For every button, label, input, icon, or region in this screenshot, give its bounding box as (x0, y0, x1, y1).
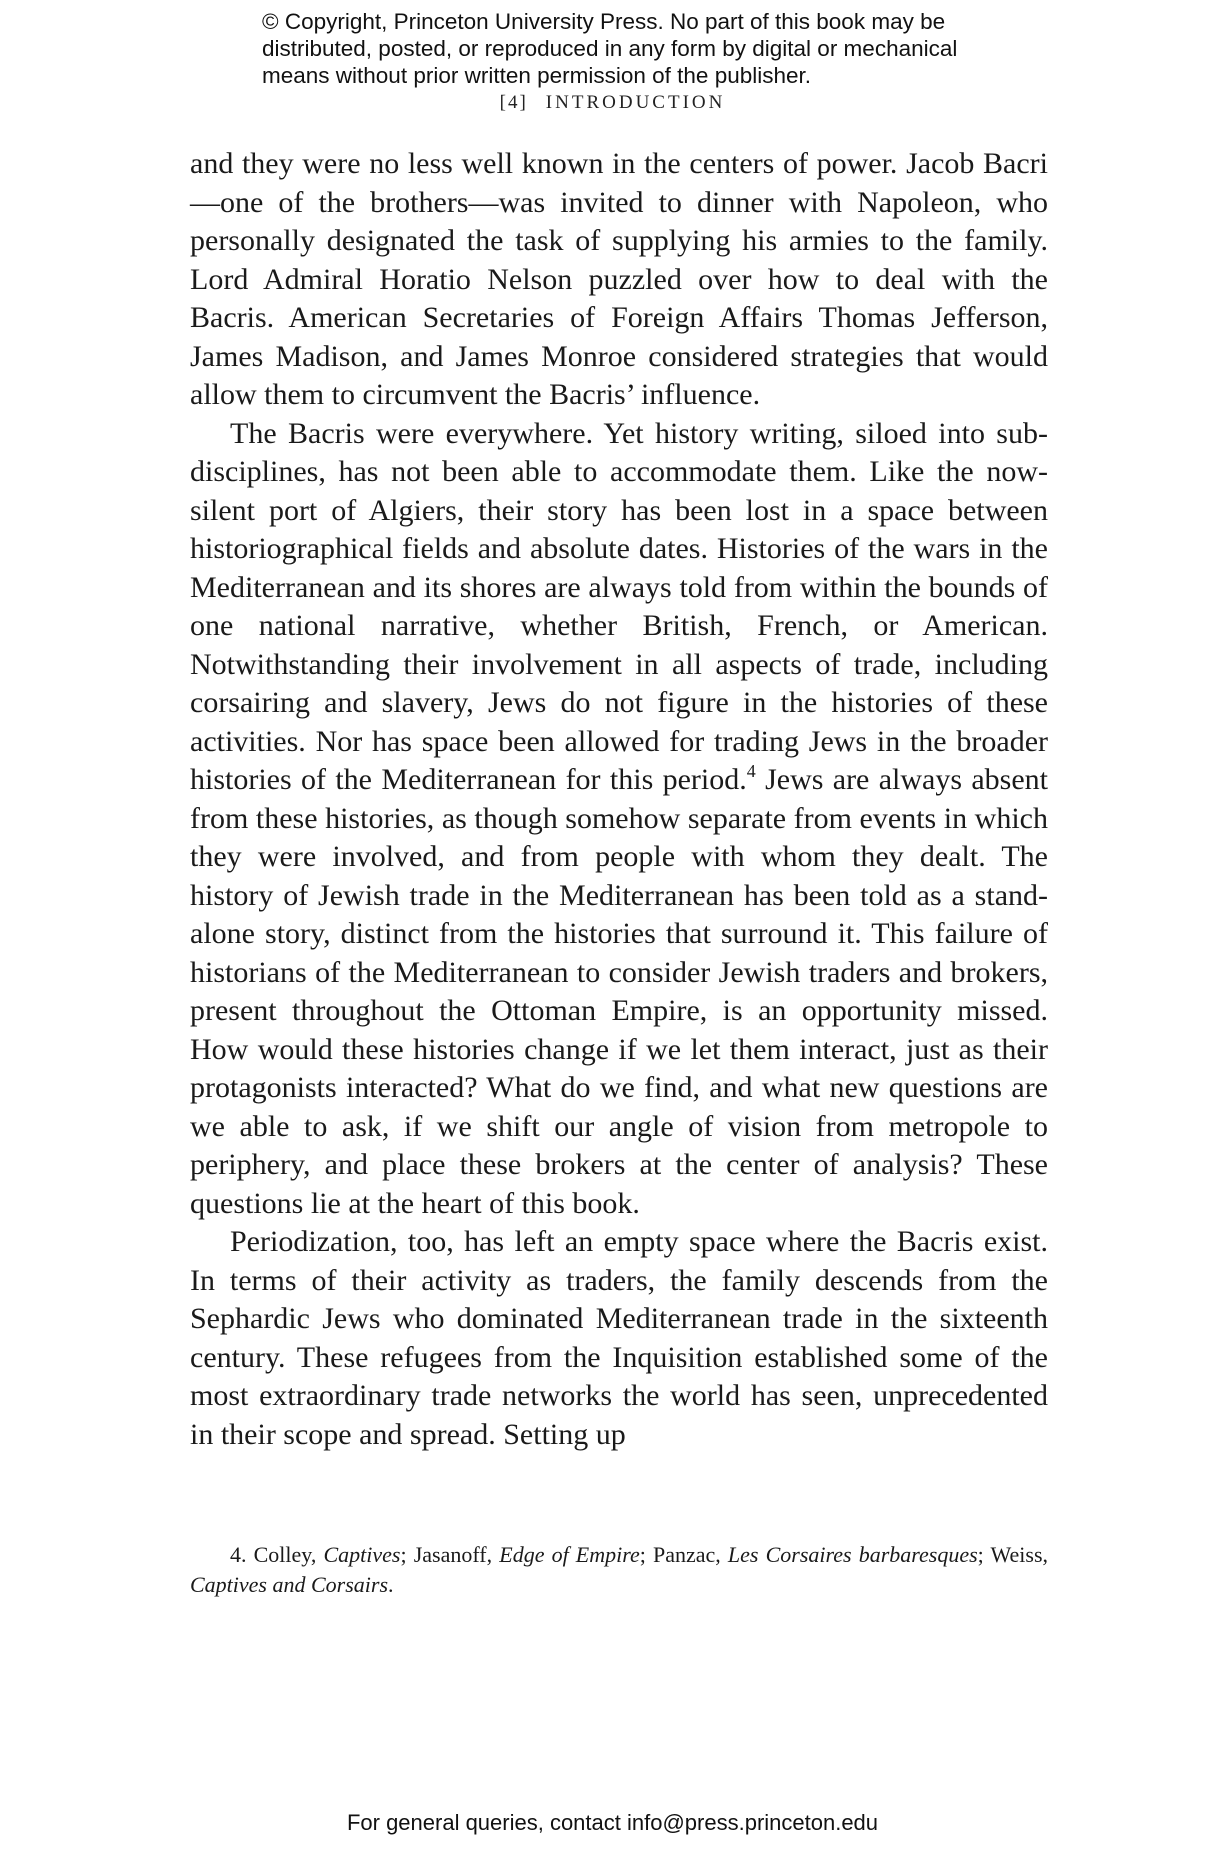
paragraph-text: The Bacris were everywhere. Yet history writing, siloed into subdisciplines, has not been able to accommodate them. Like the now-silent port of Algiers, their story has been lost in a space between historiographical fields and absolute dates. Histories of the wars in the Mediterranean and its shores are always told from within the bounds of one national narrative, whether British, French, or American. Notwithstanding their involvement in all aspects of trade, including corsairing and slavery, Jews do not figure in the histories of these activities. Nor has space been allowed for trading Jews in the broader histories of the Mediterranean for this period. (190, 416, 1048, 796)
footnote-text: Colley, (253, 1542, 317, 1567)
body-text (190, 145, 1048, 1454)
footnote-number: 4. (230, 1542, 247, 1567)
page-number: [4] (499, 92, 528, 113)
copyright-line: distributed, posted, or reproduced in any form by digital or mechanical (262, 36, 958, 61)
paragraph (190, 415, 1048, 1224)
paragraph-text: Jews are always absent from these histories, as though somehow separate from events in which they were involved, and from people with whom they dealt. The history of Jewish trade in the Mediterranean has been told as a stand-alone story, distinct from the histories that surround it. This failure of historians of the Mediterranean to consider Jewish traders and brokers, present throughout the Ottoman Empire, is an opportunity missed. How would these histories change if we let them interact, just as their protagonists interacted? What do we find, and what new questions are we able to ask, if we shift our angle of vision from metropole to periphery, and place these brokers at the center of analysis? These questions lie at the heart of this book. (190, 763, 1049, 1220)
footnotes (190, 1540, 1048, 1600)
copyright-line: © Copyright, Princeton University Press. No part of this book may be (262, 9, 946, 34)
paragraph: and they were no less well known in the centers of power. Jacob Bacri—one of the brothers—was invited to dinner with Napoleon, who personally designated the task of supplying his armies to the family. Lord Admiral Horatio Nelson puzzled over how to deal with the Bacris. American Secretaries of Foreign Affairs Thomas Jefferson, James Madison, and James Monroe considered strategies that would allow them to circumvent the Bacris’ influence. (190, 147, 1048, 411)
footnote-title: Captives (323, 1542, 401, 1567)
footnote-title: Captives and Corsairs (190, 1572, 389, 1597)
footnote-reference[interactable]: 4 (746, 761, 756, 781)
footer-contact: For general queries, contact info@press.princeton.edu (346, 1810, 879, 1835)
footnote-text: ; Jasanoff, (400, 1542, 493, 1567)
footnote (190, 1540, 1048, 1600)
paragraph: Periodization, too, has left an empty space where the Bacris exist. In terms of their activity as traders, the family descends from the Sephardic Jews who dominated Mediterranean trade in the sixteenth century. These refugees from the Inquisition established some of the most extraordinary trade networks the world has seen, unprecedented in their scope and spread. Setting up (190, 1225, 1048, 1451)
footnote-text: ; Panzac, (639, 1542, 721, 1567)
footnote-title: Edge of Empire (499, 1542, 640, 1567)
footnote-title: Les Corsaires barbaresques (727, 1542, 978, 1567)
running-head (0, 92, 1225, 114)
copyright-notice (262, 8, 1022, 89)
footnote-text: ; Weiss, (977, 1542, 1049, 1567)
section-title: INTRODUCTION (545, 92, 726, 113)
copyright-line: means without prior written permission of the publisher. (262, 63, 812, 88)
footnote-text: . (388, 1572, 394, 1597)
